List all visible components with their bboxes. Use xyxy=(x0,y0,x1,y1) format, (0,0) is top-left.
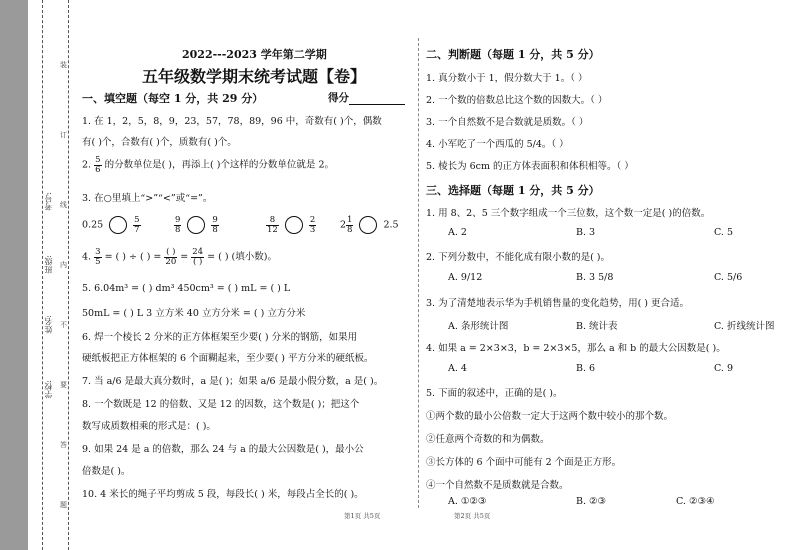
judge-item-3: 3. 一个自然数不是合数就是质数。（ ） xyxy=(426,117,589,128)
question-1-line-1: 1. 在 1，2，5，8，9，23，57，78，89，96 中，奇数有( )个，偶数 xyxy=(82,116,382,127)
score-blank[interactable] xyxy=(349,94,405,105)
class-label: 班级: xyxy=(44,255,53,274)
fold-mark: 内 xyxy=(60,261,67,269)
question-2-number: 2. xyxy=(82,159,92,171)
choice-2-option-c[interactable]: C. 5/6 xyxy=(714,272,743,283)
fraction-3-5: $\frac{3}{5}$ xyxy=(95,247,101,267)
question-5-line-1: 5. 6.04m³ = ( ) dm³ 450cm³ = ( ) mL = ( ) L xyxy=(82,283,291,294)
compare-circle[interactable] xyxy=(285,216,303,234)
page-divider xyxy=(418,38,419,508)
choice-2-option-a[interactable]: A. 9/12 xyxy=(448,272,483,283)
choice-question-2: 2. 下列分数中，不能化成有限小数的是( )。 xyxy=(426,252,611,263)
choice-question-1: 1. 用 8、2、5 三个数字组成一个三位数，这个数一定是( )的倍数。 xyxy=(426,208,711,219)
blank-fraction-20[interactable]: $\frac{( )}{20}$ xyxy=(165,247,177,267)
fold-mark: 答 xyxy=(60,441,67,449)
question-9-line-1: 9. 如果 24 是 a 的倍数，那么 24 与 a 的最大公因数是( )，最小公 xyxy=(82,444,364,455)
judge-item-5: 5. 棱长为 6cm 的正方体表面积和体积相等。（ ） xyxy=(426,161,634,172)
page-number-right: 第2页 共5页 xyxy=(454,512,491,520)
compare-item-1: 0.25 $\frac{5}{7}$ xyxy=(82,215,140,235)
choice-4-option-a[interactable]: A. 4 xyxy=(448,363,467,374)
statement-1: ①两个数的最小公倍数一定大于这两个数中较小的那个数。 xyxy=(426,411,674,422)
choice-4-option-b[interactable]: B. 6 xyxy=(576,363,596,374)
choice-2-option-b[interactable]: B. 3 5/8 xyxy=(576,272,614,283)
question-8-line-2: 数写成质数相乘的形式是：( )。 xyxy=(82,421,216,432)
exam-number-label: 考号: xyxy=(44,192,53,211)
question-6-line-1: 6. 焊一个棱长 2 分米的正方体框架至少要( ) 分米的钢筋，如果用 xyxy=(82,332,358,343)
section-choice-heading: 三、选择题（每题 1 分，共 5 分） xyxy=(426,184,600,197)
choice-1-option-b[interactable]: B. 3 xyxy=(576,227,596,238)
choice-3-option-c[interactable]: C. 折线统计图 xyxy=(714,321,775,332)
binding-margin xyxy=(28,0,74,550)
choice-question-5: 5. 下面的叙述中，正确的是( )。 xyxy=(426,388,563,399)
compare-circle[interactable] xyxy=(187,216,205,234)
fold-mark: 题 xyxy=(60,501,67,509)
compare-item-3: $\frac{8}{12}$ $\frac{2}{3}$ xyxy=(267,215,316,235)
section-fill-blank-heading: 一、填空题（每空 1 分，共 29 分） xyxy=(82,92,264,105)
compare-item-2: $\frac{9}{8}$ $\frac{9}{8}$ xyxy=(175,215,218,235)
page-left xyxy=(78,0,416,550)
statement-4: ④一个自然数不是质数就是合数。 xyxy=(426,480,569,491)
school-year: 2022---2023 学年第二学期 xyxy=(182,48,327,61)
choice-1-option-a[interactable]: A. 2 xyxy=(448,227,467,238)
statement-3: ③长方体的 6 个面中可能有 2 个面是正方形。 xyxy=(426,457,622,468)
binding-strip xyxy=(0,0,28,550)
choice-4-option-c[interactable]: C. 9 xyxy=(714,363,734,374)
compare-circle[interactable] xyxy=(109,216,127,234)
choice-3-option-b[interactable]: B. 统计表 xyxy=(576,321,618,332)
fold-mark: 装 xyxy=(60,61,67,69)
choice-1-option-c[interactable]: C. 5 xyxy=(714,227,734,238)
choice-3-option-a[interactable]: A. 条形统计图 xyxy=(448,321,509,332)
fraction-5-6: $\frac{5}{6}$ xyxy=(95,155,101,175)
question-10: 10. 4 米长的绳子平均剪成 5 段，每段长( ) 米，每段占全长的( )。 xyxy=(82,489,364,500)
fold-line-outer xyxy=(42,0,43,550)
fold-mark: 订 xyxy=(60,131,67,139)
judge-item-1: 1. 真分数小于 1，假分数大于 1。（ ） xyxy=(426,73,588,84)
judge-item-4: 4. 小军吃了一个西瓜的 5/4。（ ） xyxy=(426,139,569,150)
exam-title: 五年级数学期末统考试题【卷】 xyxy=(142,67,367,86)
fold-mark: 要 xyxy=(60,381,67,389)
school-label: 学校: xyxy=(44,380,53,399)
blank-fraction-24[interactable]: $\frac{24}{( )}$ xyxy=(192,247,204,267)
question-1-line-2: 有( )个，合数有( )个，质数有( )个。 xyxy=(82,137,237,148)
question-5-line-2: 50mL = ( ) L 3 立方米 40 立方分米 = ( ) 立方分米 xyxy=(82,308,306,319)
page-right xyxy=(426,0,790,550)
name-label: 姓名: xyxy=(44,315,53,334)
question-7: 7. 当 a/6 是最大真分数时，a 是( )；如果 a/6 是最小假分数，a 是( )。 xyxy=(82,376,384,387)
section-true-false-heading: 二、判断题（每题 1 分，共 5 分） xyxy=(426,48,600,61)
fold-mark: 不 xyxy=(60,321,67,329)
compare-item-4: 2 $\frac{1}{8}$ 2.5 xyxy=(340,215,399,235)
question-2-text: 的分数单位是( )，再添上( )个这样的分数单位就是 2。 xyxy=(104,159,334,171)
statement-2: ②任意两个奇数的和为偶数。 xyxy=(426,434,550,445)
question-6-line-2: 硬纸板把正方体框架的 6 个面糊起来，至少要( ) 平方分米的硬纸板。 xyxy=(82,353,374,364)
fold-line-inner xyxy=(68,0,69,550)
question-4: 4. $\frac{3}{5}$ = ( ) ÷ ( ) = $\frac{( )}{20}$ = $\frac{24}{( )}$ = ( ) (填小数)。 xyxy=(82,247,277,267)
choice-5-option-b[interactable]: B. ②③ xyxy=(576,496,607,507)
page-number-left: 第1页 共5页 xyxy=(344,512,381,520)
question-2 xyxy=(82,156,334,174)
question-3: 3. 在○里填上“>”“<”或“=”。 xyxy=(82,193,213,204)
choice-5-option-c[interactable]: C. ②③④ xyxy=(676,496,715,507)
score-field xyxy=(328,90,405,105)
choice-question-4: 4. 如果 a = 2×3×3，b = 2×3×5，那么 a 和 b 的最大公因数是( )。 xyxy=(426,343,726,354)
question-8-line-1: 8. 一个数既是 12 的倍数、又是 12 的因数，这个数是( )；把这个 xyxy=(82,399,360,410)
judge-item-2: 2. 一个数的倍数总比这个数的因数大。（ ） xyxy=(426,95,608,106)
choice-5-option-a[interactable]: A. ①②③ xyxy=(448,496,487,507)
fold-mark: 线 xyxy=(60,201,67,209)
score-label: 得分 xyxy=(328,92,349,104)
question-9-line-2: 倍数是( )。 xyxy=(82,466,131,477)
compare-circle[interactable] xyxy=(359,216,377,234)
choice-question-3: 3. 为了清楚地表示华为手机销售量的变化趋势，用( ) 更合适。 xyxy=(426,298,690,309)
